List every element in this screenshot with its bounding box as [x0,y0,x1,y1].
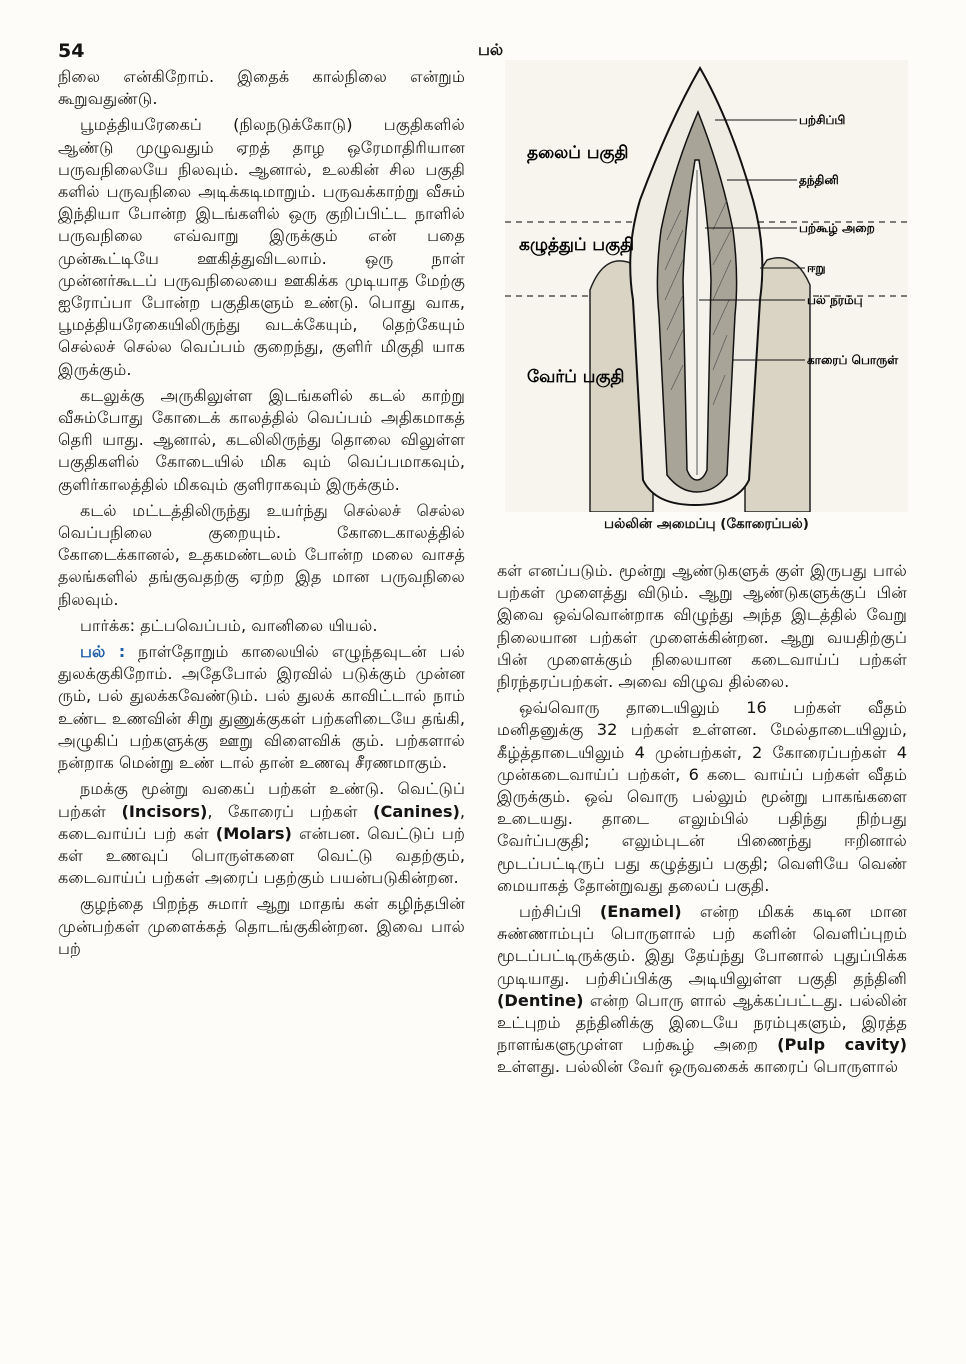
entry-paragraph [58,641,465,774]
english-term: (Pulp cavity) [777,1035,907,1055]
english-term: (Molars) [215,823,292,843]
part-label-gum: ஈறு [807,261,826,275]
paragraph [497,901,907,1079]
region-label-crown: தலைப் பகுதி [527,143,629,163]
paragraph [58,778,465,889]
paragraph: கடலுக்கு அருகிலுள்ள இடங்களில் கடல் காற்று வீசும்போது கோடைக் காலத்தில் வெப்பம் அதிகமாகத் தெரி யாது. ஆனால், கடலிலிருந்து தொலை விலுள்ள பகுதிகளில் கோடையில் மிக வும் வெப்பமாகவும், குளிர்காலத்தில் மிகவும் குளிராகவும் இருக்கும். [58,385,465,494]
part-label-dentine: தந்தினி [799,173,839,187]
text-run: பற்சிப்பி [519,902,600,922]
english-term: (Enamel) [599,902,682,922]
paragraph: கடல் மட்டத்திலிருந்து உயர்ந்து செல்லச் செல்ல வெப்பநிலை குறையும். கோடைகாலத்தில் கோடைக்கானல், உதகமண்டலம் போன்ற மலை வாசத் தலங்களில் தங்குவதற்கு ஏற்ற இத மான பருவநிலை நிலவும். [58,500,465,609]
part-label-cement: காரைப் பொருள் [807,353,899,367]
region-label-neck: கழுத்துப் பகுதி [519,235,635,255]
part-label-nerve: பல் நரம்பு [807,293,863,307]
page-number: 54 [58,40,85,62]
cross-reference: பார்க்க: தட்பவெப்பம், வானிலை யியல். [80,615,378,635]
right-column [497,560,907,1083]
text-run: , கோரைப் பற்கள் [207,801,374,821]
paragraph: நிலை என்கிறோம். இதைக் கால்நிலை என்றும் கூறுவதுண்டு. [58,67,465,109]
figure-caption: பல்லின் அமைப்பு (கோரைப்பல்) [604,516,809,532]
tooth-illustration [505,60,908,512]
text-run: என்ற பொரு ளால் ஆக்கப்பட்டது. பல்லின் உட்புறம் தந்தினிக்கு இடையே நரம்புகளும், இரத்த நாளங்களுமுள்ள பற்கூழ் அறை [497,990,907,1055]
tooth-diagram [505,60,908,512]
entry-term: பல் : [80,642,126,662]
text-run: நமக்கு மூன்று வகைப் பற்கள் உண்டு. வெட்டுப் பற்கள் [58,779,465,821]
paragraph: கள் எனப்படும். மூன்று ஆண்டுகளுக் குள் இருபது பால் பற்கள் முளைத்து விடும். ஆறு ஆண்டுகளுக்குப் பின் இவை ஒவ்வொன்றாக விழுந்து அந்த இடத்தில் வேறு நிலையான பற்கள் முளைக்கின்றன. ஆறு வயதிற்குப் பின் முளைக்கும் நிலையான கடைவாய்ப் பற்கள் நிரந்தரப்பற்கள். அவை விழுவ தில்லை. [497,561,907,692]
paragraph: ஒவ்வொரு தாடையிலும் 16 பற்கள் வீதம் மனிதனுக்கு 32 பற்கள் உள்ளன. மேல்தாடையிலும், கீழ்த்தாடையிலும் 4 முன்பற்கள், 2 கோரைப்பற்கள் 4 முன்கடைவாய்ப் பற்கள், 6 கடை வாய்ப் பற்கள் வீதம் இருக்கும். ஒவ் வொரு பல்லும் மூன்று பாகங்களை உடையது. தாடை எலும்பில் பதிந்து நிற்பது வேர்ப்பகுதி; எலும்புடன் பிணைந்து ஈறினால் மூடப்பட்டிருப் பது கழுத்துப் பகுதி; வெளியே வெண் மையாகத் தோன்றுவது தலைப் பகுதி. [497,698,907,895]
text-run: என்பன. வெட்டுப் பற் கள் உணவுப் பொருள்களை வெட்டு வதற்கும், கடைவாய்ப் பற்கள் அரைப் பதற்கும் பயன்படுகின்றன. [58,823,465,888]
text-run: , கடைவாய்ப் பற் கள் [58,801,466,843]
paragraph: பூமத்தியரேகைப் (நிலநடுக்கோடு) பகுதிகளில் ஆண்டு முழுவதும் ஏறத் தாழ ஒரேமாதிரியான பருவநிலையே நிலவும். ஆனால், உலகின் சில பகுதி களில் பருவநிலை அடிக்கடிமாறும். பருவக்காற்று வீசும் இந்தியா போன்ற இடங்களில் ஒரு குறிப்பிட்ட நாளில் பருவநிலை எவ்வாறு இருக்கும் என் பதை முன்கூட்டியே ஊகித்துவிடலாம். ஒரு நாள் முன்னர்கூடப் பருவநிலையை ஊகிக்க முடியாத மேற்கு ஐரோப்பா போன்ற பகுதிகளும் உண்டு. பொது வாக, பூமத்தியரேகையிலிருந்து வடக்கேயும், தெற்கேயும் செல்லச் செல்ல வெப்பம் குறைந்து, குளிர் மிகுதி யாக இருக்கும். [58,115,465,379]
english-term: (Incisors) [121,801,208,821]
text-run: என்ற மிகக் கடின மான சுண்ணாம்புப் பொருளால் பற் களின் வெளிப்புறம் மூடப்பட்டிருக்கும். இது தேய்ந்து போனால் புதுப்பிக்க முடியாது. பற்சிப்பிக்கு அடியிலுள்ள பகுதி தந்தினி [497,902,907,988]
entry-text: நாள்தோறும் காலையில் எழுந்தவுடன் பல் துலக்குகிறோம். அதேபோல் இரவில் படுக்கும் முன்ன ரும், பல் துலக்கவேண்டும். பல் துலக் காவிட்டால் நாம் உண்ட உணவின் சிறு துணுக்குகள் பற்களிடையே தங்கி, அழுகிப் பற்களுக்கு ஊறு விளைவிக் கும். பற்களால் நன்றாக மென்று உண் டால் தான் உணவு சீரணமாகும். [58,642,465,773]
english-term: (Dentine) [497,990,584,1010]
part-label-enamel: பற்சிப்பி [799,113,846,127]
running-title: பல் [478,40,504,59]
paragraph: குழந்தை பிறந்த சுமார் ஆறு மாதங் கள் கழிந்தபின் முன்பற்கள் முளைக்கத் தொடங்குகின்றன. இவை பால் பற் [58,894,465,958]
text-run: உள்ளது. பல்லின் வேர் ஒருவகைக் காரைப் பொருளால் [497,1057,899,1077]
part-label-pulp: பற்கூழ் அறை [799,221,875,235]
region-label-root: வேர்ப் பகுதி [527,367,625,387]
left-column [58,66,465,964]
english-term: (Canines) [373,801,460,821]
